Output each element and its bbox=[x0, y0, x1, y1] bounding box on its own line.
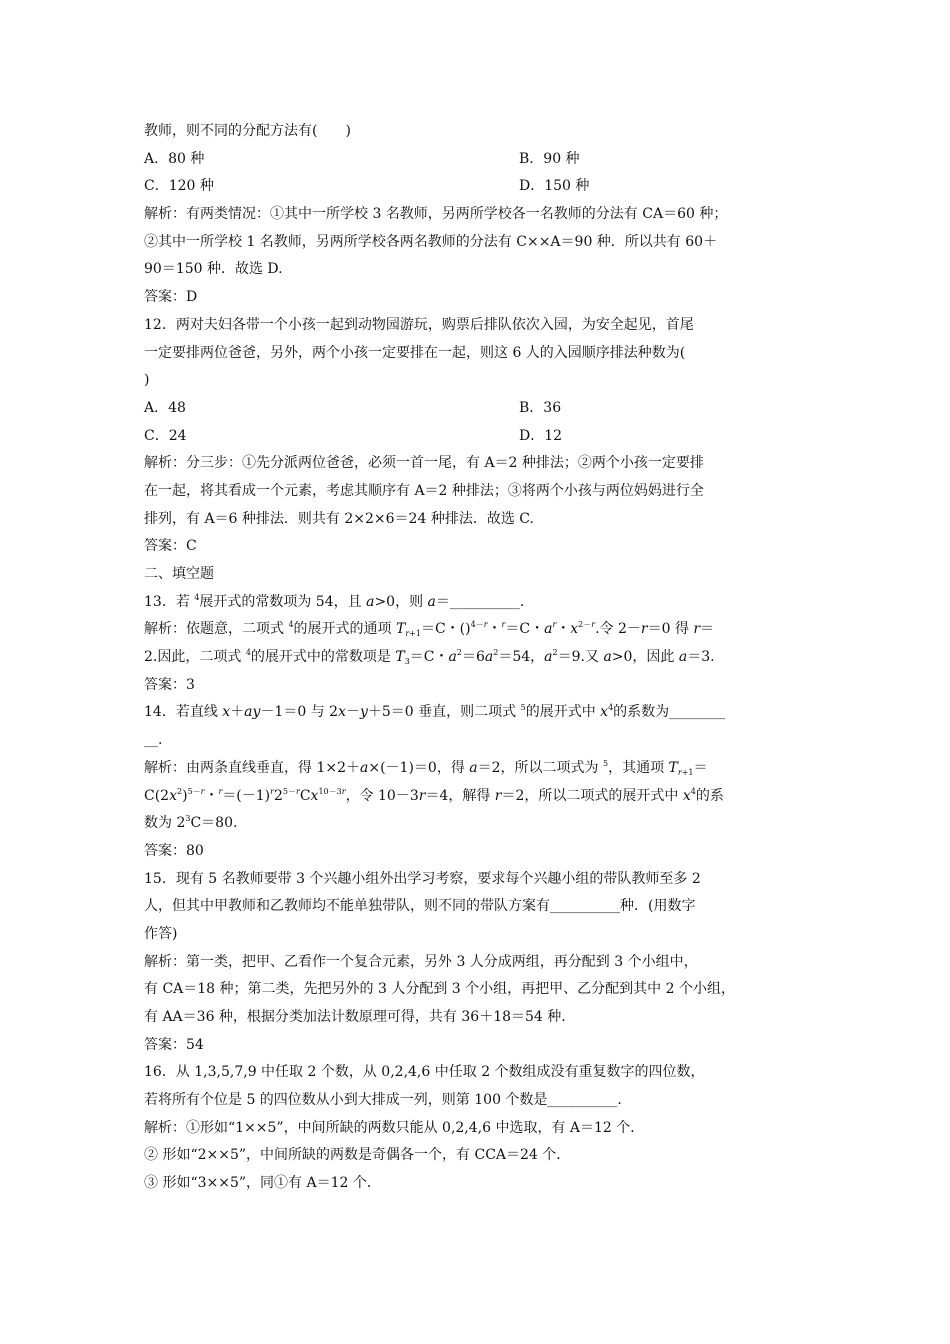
text-line: 解析：有两类情况：①其中一所学校 3 名教师，另两所学校各一名教师的分法有 CA＝60 种； bbox=[144, 206, 728, 223]
text-line: 12．两对夫妇各带一个小孩一起到动物园游玩，购票后排队依次入园，为安全起见，首尾 bbox=[144, 316, 694, 333]
text-line: 解析：第一类，把甲、乙看作一个复合元素，另外 3 人分成两组，再分配到 3 个小组中， bbox=[144, 953, 698, 970]
text-line: 14．若直线 x＋ay－1＝0 与 2x－y＋5＝0 垂直，则二项式 $^5$的展开式中 $x^4$的系数为________ bbox=[144, 703, 726, 721]
text-line: 13．若 $^4$展开式的常数项为 54，且 a>0，则 a＝__________. bbox=[144, 592, 525, 610]
text-line: 教师，则不同的分配方法有( ) bbox=[144, 123, 351, 139]
text-line: 2.因此，二项式 $^4$的展开式中的常数项是 $T_3=C$・$a^2=6a^2=54$，$a^2=9$.又 a>0，因此 a＝3. bbox=[144, 648, 715, 667]
text-line: 人，但其中甲教师和乙教师均不能单独带队，则不同的带队方案有__________种．(用数字 bbox=[144, 898, 696, 915]
text-line: ② 形如“2××5”，中间所缺的两数是奇偶各一个，有 CCA＝24 个． bbox=[144, 1147, 571, 1164]
text-line: 解析：分三步：①先分派两位爸爸，必须一首一尾，有 A＝2 种排法；②两个小孩一定要排 bbox=[144, 455, 704, 472]
text-line: 解析：①形如“1××5”，中间所缺的两数只能从 0,2,4,6 中选取，有 A＝12 个． bbox=[144, 1119, 645, 1136]
text-line: ②其中一所学校 1 名教师，另两所学校各两名教师的分法有 C××A＝90 种．所以共有 60＋ bbox=[144, 233, 718, 250]
answer-options-row bbox=[144, 423, 824, 451]
text-line: 答案：C bbox=[144, 538, 197, 555]
text-line: 答案：D bbox=[144, 289, 198, 306]
text-line: 答案：54 bbox=[144, 1036, 204, 1053]
answer-options-row bbox=[144, 173, 824, 201]
text-line: ③ 形如“3××5”，同①有 A＝12 个． bbox=[144, 1175, 381, 1192]
answer-option: C．24 bbox=[144, 427, 187, 444]
text-line: 数为 $2^3C=80$. bbox=[144, 814, 238, 832]
answer-options-row bbox=[144, 395, 824, 423]
text-line: 有 AA＝36 种，根据分类加法计数原理可得，共有 36＋18＝54 种． bbox=[144, 1009, 576, 1025]
answer-option: A．48 bbox=[144, 399, 186, 416]
text-line: 16．从 1,3,5,7,9 中任取 2 个数，从 0,2,4,6 中任取 2 个数组成没有重复数字的四位数， bbox=[144, 1064, 705, 1081]
text-line: 答案：80 bbox=[144, 842, 204, 859]
text-line: 解析：依题意，二项式 $^4$的展开式的通项 $T_{r+1}=C$・()$^{4-r}$・$^r$＝C・$a^r$・$x^{2-r}$.令 2－r＝0 得 r＝ bbox=[144, 620, 715, 639]
text-line: 二、填空题 bbox=[144, 566, 214, 582]
text-line: ) bbox=[144, 372, 150, 389]
text-line: __. bbox=[144, 732, 163, 749]
answer-option: D．150 种 bbox=[519, 178, 590, 195]
answer-option: C．120 种 bbox=[144, 178, 214, 195]
text-line: $C(2x^2)^{5-r}$・$^r=(-1)^r2^{5-r}Cx^{10-3r}$，令 10－3r＝4，解得 r＝2，所以二项式的展开式中 $x^4$的系 bbox=[144, 786, 724, 804]
text-line: 若将所有个位是 5 的四位数从小到大排成一列，则第 100 个数是__________． bbox=[144, 1092, 632, 1109]
text-line: 答案：3 bbox=[144, 676, 195, 693]
text-line: 15．现有 5 名教师要带 3 个兴趣小组外出学习考察，要求每个兴趣小组的带队教师至多 2 bbox=[144, 870, 701, 887]
text-line: 一定要排两位爸爸，另外，两个小孩一定要排在一起，则这 6 人的入园顺序排法种数为( bbox=[144, 344, 686, 361]
text-line: 有 CA＝18 种；第二类，先把另外的 3 人分配到 3 个小组，再把甲、乙分配到其中 2 个小组， bbox=[144, 981, 735, 998]
text-line: 在一起，将其看成一个元素，考虑其顺序有 A＝2 种排法；③将两个小孩与两位妈妈进行全 bbox=[144, 482, 704, 499]
text-line: 排列，有 A＝6 种排法．则共有 2×2×6＝24 种排法．故选 C. bbox=[144, 510, 534, 527]
answer-option: B．90 种 bbox=[519, 150, 580, 167]
text-line: 作答) bbox=[144, 925, 178, 942]
answer-options-row bbox=[144, 146, 824, 174]
text-line: 90＝150 种．故选 D. bbox=[144, 261, 283, 278]
document-page bbox=[144, 118, 824, 1198]
answer-option: B．36 bbox=[519, 399, 562, 416]
answer-option: A．80 种 bbox=[144, 150, 205, 167]
answer-option: D．12 bbox=[519, 427, 563, 444]
text-line: 解析：由两条直线垂直，得 1×2＋a×(－1)＝0，得 a＝2，所以二项式为 $^5$，其通项 $T_{r+1}=$ bbox=[144, 758, 708, 777]
